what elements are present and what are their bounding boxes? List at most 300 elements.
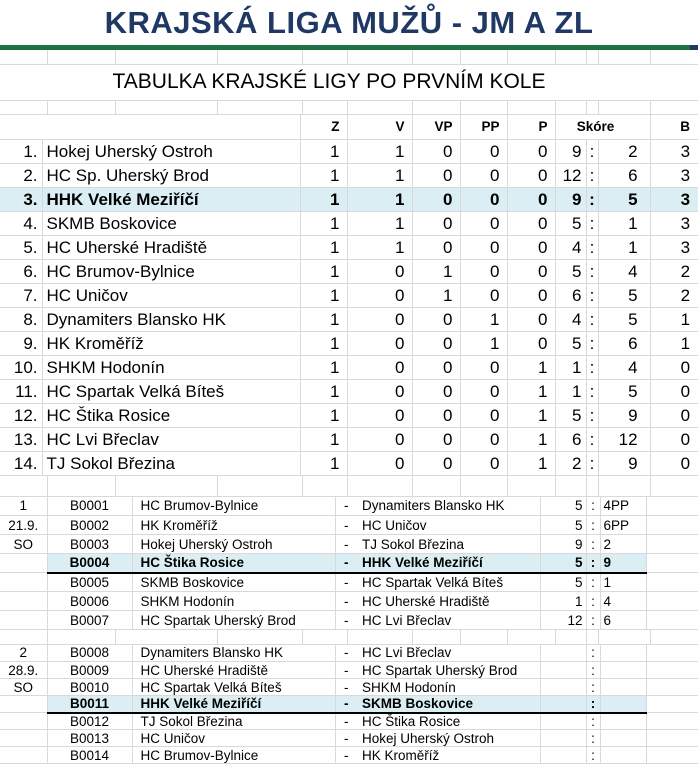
- away-team-cell: Dynamiters Blansko HK: [357, 497, 540, 516]
- team-cell: HC Uherské Hradiště: [42, 236, 300, 260]
- score-away-cell: 4PP: [600, 497, 646, 516]
- games-cell: 1: [300, 452, 347, 476]
- round-info-cell: [0, 747, 47, 764]
- wins-cell: 0: [347, 260, 412, 284]
- empty-grid-cell: [217, 100, 302, 114]
- score-colon-cell: :: [586, 535, 600, 554]
- team-cell: HC Spartak Velká Bíteš: [42, 380, 300, 404]
- wins-cell: 0: [347, 284, 412, 308]
- fixture-row: [0, 554, 698, 573]
- match-code-cell: B0010: [47, 679, 132, 696]
- score-away-cell: 4: [598, 356, 650, 380]
- ot-losses-cell: 0: [460, 404, 507, 428]
- standings-row: [0, 188, 698, 212]
- points-cell: 3: [650, 236, 698, 260]
- score-away-cell: 5: [598, 188, 650, 212]
- score-away-cell: [600, 730, 646, 747]
- standings-header-row: [0, 115, 698, 140]
- empty-grid-cell: [460, 50, 507, 64]
- fixture-row: [0, 679, 698, 696]
- empty-grid-cell: [460, 476, 507, 496]
- standings-row: [0, 140, 698, 164]
- score-away-cell: [600, 662, 646, 679]
- empty-grid-cell: [507, 100, 555, 114]
- wins-cell: 0: [347, 332, 412, 356]
- trailing-empty-cell: [646, 713, 698, 730]
- round-2-table: [0, 645, 698, 764]
- dash-separator-cell: -: [335, 747, 357, 764]
- wins-cell: 0: [347, 452, 412, 476]
- score-colon-cell: :: [586, 164, 598, 188]
- score-colon-cell: :: [586, 188, 598, 212]
- score-home-cell: 12: [555, 164, 586, 188]
- rank-cell: 10.: [0, 356, 42, 380]
- dash-separator-cell: -: [335, 730, 357, 747]
- away-team-cell: HC Spartak Uherský Brod: [357, 662, 540, 679]
- empty-grid-cell: [555, 50, 586, 64]
- score-away-cell: 6: [598, 164, 650, 188]
- trailing-empty-cell: [646, 573, 698, 592]
- losses-cell: 0: [507, 284, 555, 308]
- ot-wins-cell: 0: [412, 428, 460, 452]
- header-z: Z: [300, 115, 347, 140]
- score-colon-cell: :: [586, 730, 600, 747]
- empty-grid-cell: [302, 476, 347, 496]
- score-home-cell: [540, 679, 586, 696]
- empty-grid-cell: [0, 630, 47, 644]
- points-cell: 0: [650, 380, 698, 404]
- rank-cell: 6.: [0, 260, 42, 284]
- dash-separator-cell: -: [335, 516, 357, 535]
- empty-grid-cell: [507, 50, 555, 64]
- losses-cell: 0: [507, 236, 555, 260]
- score-away-cell: [600, 679, 646, 696]
- team-cell: HC Štika Rosice: [42, 404, 300, 428]
- grid-strip: [0, 476, 698, 497]
- games-cell: 1: [300, 140, 347, 164]
- round-info-cell: [0, 730, 47, 747]
- round-info-cell: [0, 713, 47, 730]
- ot-losses-cell: 0: [460, 188, 507, 212]
- wins-cell: 1: [347, 236, 412, 260]
- points-cell: 3: [650, 188, 698, 212]
- dash-separator-cell: -: [335, 611, 357, 630]
- away-team-cell: HC Spartak Velká Bíteš: [357, 573, 540, 592]
- empty-grid-row: [0, 50, 698, 64]
- points-cell: 0: [650, 356, 698, 380]
- score-home-cell: 6: [555, 284, 586, 308]
- empty-grid-cell: [586, 100, 598, 114]
- title-rule: [0, 45, 698, 50]
- games-cell: 1: [300, 308, 347, 332]
- games-cell: 1: [300, 332, 347, 356]
- match-code-cell: B0012: [47, 713, 132, 730]
- score-away-cell: [600, 645, 646, 662]
- score-home-cell: 1: [540, 592, 586, 611]
- header-vp: VP: [412, 115, 460, 140]
- score-colon-cell: :: [586, 308, 598, 332]
- ot-losses-cell: 1: [460, 308, 507, 332]
- standings-row: [0, 428, 698, 452]
- score-away-cell: 2: [600, 535, 646, 554]
- standings-row: [0, 452, 698, 476]
- round-2-body: [0, 645, 698, 764]
- score-home-cell: [540, 696, 586, 713]
- losses-cell: 0: [507, 260, 555, 284]
- fixture-row: [0, 662, 698, 679]
- trailing-empty-cell: [646, 516, 698, 535]
- team-cell: TJ Sokol Březina: [42, 452, 300, 476]
- score-away-cell: [600, 696, 646, 713]
- wins-cell: 0: [347, 356, 412, 380]
- ot-wins-cell: 0: [412, 164, 460, 188]
- header-b: B: [650, 115, 698, 140]
- trailing-empty-cell: [646, 679, 698, 696]
- empty-grid-cell: [586, 50, 598, 64]
- score-colon-cell: :: [586, 747, 600, 764]
- ot-wins-cell: 0: [412, 356, 460, 380]
- score-away-cell: 12: [598, 428, 650, 452]
- team-cell: HK Kroměříž: [42, 332, 300, 356]
- ot-wins-cell: 1: [412, 260, 460, 284]
- standings-body: [0, 140, 698, 476]
- standings-row: [0, 236, 698, 260]
- wins-cell: 0: [347, 428, 412, 452]
- rank-cell: 2.: [0, 164, 42, 188]
- home-team-cell: HK Kroměříž: [132, 516, 335, 535]
- empty-grid-cell: [507, 476, 555, 496]
- points-cell: 2: [650, 260, 698, 284]
- ot-wins-cell: 1: [412, 284, 460, 308]
- trailing-empty-cell: [646, 696, 698, 713]
- away-team-cell: SHKM Hodonín: [357, 679, 540, 696]
- fixture-row: [0, 696, 698, 713]
- wins-cell: 1: [347, 140, 412, 164]
- team-cell: HC Brumov-Bylnice: [42, 260, 300, 284]
- dash-separator-cell: -: [335, 592, 357, 611]
- home-team-cell: HC Brumov-Bylnice: [132, 747, 335, 764]
- empty-grid-cell: [412, 50, 460, 64]
- score-home-cell: 5: [555, 260, 586, 284]
- score-home-cell: [540, 662, 586, 679]
- match-code-cell: B0005: [47, 573, 132, 592]
- empty-grid-cell: [0, 476, 47, 496]
- empty-grid-cell: [555, 630, 586, 644]
- rank-cell: 14.: [0, 452, 42, 476]
- header-pp: PP: [460, 115, 507, 140]
- games-cell: 1: [300, 404, 347, 428]
- ot-losses-cell: 1: [460, 332, 507, 356]
- dash-separator-cell: -: [335, 535, 357, 554]
- team-cell: Hokej Uherský Ostroh: [42, 140, 300, 164]
- team-cell: HC Lvi Břeclav: [42, 428, 300, 452]
- rank-cell: 13.: [0, 428, 42, 452]
- round-info-cell: SO: [0, 679, 47, 696]
- losses-cell: 0: [507, 212, 555, 236]
- match-code-cell: B0014: [47, 747, 132, 764]
- dash-separator-cell: -: [335, 573, 357, 592]
- empty-grid-cell: [460, 630, 507, 644]
- grid-strip: [0, 630, 698, 645]
- fixture-row: [0, 535, 698, 554]
- rank-cell: 7.: [0, 284, 42, 308]
- score-colon-cell: :: [586, 356, 598, 380]
- empty-grid-cell: [555, 100, 586, 114]
- score-away-cell: 9: [600, 554, 646, 573]
- empty-grid-row: [0, 630, 698, 644]
- games-cell: 1: [300, 356, 347, 380]
- empty-grid-cell: [650, 476, 698, 496]
- ot-losses-cell: 0: [460, 236, 507, 260]
- score-home-cell: 5: [540, 573, 586, 592]
- score-home-cell: 1: [555, 380, 586, 404]
- trailing-empty-cell: [646, 535, 698, 554]
- ot-losses-cell: 0: [460, 164, 507, 188]
- ot-wins-cell: 0: [412, 188, 460, 212]
- home-team-cell: SHKM Hodonín: [132, 592, 335, 611]
- score-colon-cell: :: [586, 260, 598, 284]
- away-team-cell: HK Kroměříž: [357, 747, 540, 764]
- losses-cell: 1: [507, 428, 555, 452]
- home-team-cell: HC Štika Rosice: [132, 554, 335, 573]
- empty-grid-cell: [217, 476, 302, 496]
- trailing-empty-cell: [646, 592, 698, 611]
- round-info-cell: [0, 696, 47, 713]
- losses-cell: 0: [507, 332, 555, 356]
- score-colon-cell: :: [586, 428, 598, 452]
- points-cell: 0: [650, 428, 698, 452]
- score-colon-cell: :: [586, 497, 600, 516]
- ot-wins-cell: 0: [412, 380, 460, 404]
- away-team-cell: Hokej Uherský Ostroh: [357, 730, 540, 747]
- trailing-empty-cell: [646, 645, 698, 662]
- empty-grid-cell: [412, 476, 460, 496]
- empty-grid-cell: [412, 100, 460, 114]
- fixture-row: [0, 497, 698, 516]
- score-colon-cell: :: [586, 696, 600, 713]
- page-title: KRAJSKÁ LIGA MUŽŮ - JM A ZL: [0, 0, 698, 45]
- ot-losses-cell: 0: [460, 428, 507, 452]
- ot-wins-cell: 0: [412, 140, 460, 164]
- rank-cell: 3.: [0, 188, 42, 212]
- round-1-table: [0, 497, 698, 631]
- score-away-cell: 4: [598, 260, 650, 284]
- losses-cell: 0: [507, 308, 555, 332]
- score-away-cell: 9: [598, 452, 650, 476]
- rank-cell: 11.: [0, 380, 42, 404]
- away-team-cell: HHK Velké Meziříčí: [357, 554, 540, 573]
- score-home-cell: 4: [555, 236, 586, 260]
- empty-grid-cell: [115, 50, 217, 64]
- fixture-row: [0, 592, 698, 611]
- score-away-cell: 4: [600, 592, 646, 611]
- home-team-cell: Hokej Uherský Ostroh: [132, 535, 335, 554]
- score-home-cell: 5: [540, 516, 586, 535]
- fixture-row: [0, 730, 698, 747]
- wins-cell: 1: [347, 164, 412, 188]
- ot-losses-cell: 0: [460, 284, 507, 308]
- grid-strip: [0, 100, 698, 115]
- score-home-cell: 9: [555, 140, 586, 164]
- score-away-cell: 5: [598, 308, 650, 332]
- points-cell: 3: [650, 212, 698, 236]
- empty-grid-cell: [115, 100, 217, 114]
- empty-grid-cell: [507, 630, 555, 644]
- standings-row: [0, 308, 698, 332]
- team-cell: HC Sp. Uherský Brod: [42, 164, 300, 188]
- score-colon-cell: :: [586, 140, 598, 164]
- header-empty-cell: [0, 115, 300, 140]
- trailing-empty-cell: [646, 730, 698, 747]
- standings-table: [0, 115, 698, 477]
- trailing-empty-cell: [646, 611, 698, 630]
- header-score: Skóre: [555, 115, 650, 140]
- ot-wins-cell: 0: [412, 332, 460, 356]
- score-colon-cell: :: [586, 332, 598, 356]
- grid-strip: [0, 50, 698, 65]
- empty-grid-cell: [347, 476, 412, 496]
- ot-losses-cell: 0: [460, 356, 507, 380]
- score-colon-cell: :: [586, 573, 600, 592]
- games-cell: 1: [300, 164, 347, 188]
- fixture-row: [0, 713, 698, 730]
- round-info-cell: 21.9.: [0, 516, 47, 535]
- rank-cell: 4.: [0, 212, 42, 236]
- games-cell: 1: [300, 188, 347, 212]
- dash-separator-cell: -: [335, 696, 357, 713]
- score-away-cell: 2: [598, 140, 650, 164]
- fixture-row: [0, 516, 698, 535]
- score-colon-cell: :: [586, 212, 598, 236]
- home-team-cell: HHK Velké Meziříčí: [132, 696, 335, 713]
- games-cell: 1: [300, 428, 347, 452]
- score-home-cell: [540, 645, 586, 662]
- ot-wins-cell: 0: [412, 404, 460, 428]
- header-p: P: [507, 115, 555, 140]
- home-team-cell: HC Uherské Hradiště: [132, 662, 335, 679]
- round-info-cell: [0, 592, 47, 611]
- score-home-cell: 6: [555, 428, 586, 452]
- score-colon-cell: :: [586, 404, 598, 428]
- dash-separator-cell: -: [335, 679, 357, 696]
- score-home-cell: 9: [555, 188, 586, 212]
- ot-losses-cell: 0: [460, 212, 507, 236]
- standings-row: [0, 356, 698, 380]
- empty-grid-cell: [598, 476, 650, 496]
- page-subtitle: TABULKA KRAJSKÉ LIGY PO PRVNÍM KOLE: [0, 65, 698, 100]
- round-info-cell: 1: [0, 497, 47, 516]
- score-away-cell: 1: [598, 236, 650, 260]
- empty-grid-cell: [47, 476, 115, 496]
- empty-grid-cell: [650, 50, 698, 64]
- points-cell: 3: [650, 140, 698, 164]
- empty-grid-cell: [47, 630, 115, 644]
- games-cell: 1: [300, 380, 347, 404]
- match-code-cell: B0011: [47, 696, 132, 713]
- score-home-cell: 5: [540, 554, 586, 573]
- round-info-cell: [0, 611, 47, 630]
- away-team-cell: HC Uherské Hradiště: [357, 592, 540, 611]
- match-code-cell: B0013: [47, 730, 132, 747]
- losses-cell: 1: [507, 380, 555, 404]
- match-code-cell: B0009: [47, 662, 132, 679]
- away-team-cell: HC Lvi Břeclav: [357, 611, 540, 630]
- score-away-cell: [600, 747, 646, 764]
- empty-grid-cell: [586, 476, 598, 496]
- ot-wins-cell: 0: [412, 452, 460, 476]
- score-colon-cell: :: [586, 380, 598, 404]
- ot-wins-cell: 0: [412, 236, 460, 260]
- score-colon-cell: :: [586, 516, 600, 535]
- points-cell: 1: [650, 308, 698, 332]
- score-home-cell: [540, 730, 586, 747]
- wins-cell: 0: [347, 404, 412, 428]
- round-1-body: [0, 497, 698, 630]
- home-team-cell: SKMB Boskovice: [132, 573, 335, 592]
- losses-cell: 1: [507, 452, 555, 476]
- score-home-cell: 5: [540, 497, 586, 516]
- score-home-cell: 4: [555, 308, 586, 332]
- empty-grid-cell: [217, 630, 302, 644]
- losses-cell: 1: [507, 404, 555, 428]
- home-team-cell: HC Spartak Uherský Brod: [132, 611, 335, 630]
- empty-grid-cell: [0, 50, 47, 64]
- round-info-cell: SO: [0, 535, 47, 554]
- empty-grid-cell: [47, 100, 115, 114]
- ot-wins-cell: 0: [412, 308, 460, 332]
- empty-grid-cell: [0, 100, 47, 114]
- points-cell: 1: [650, 332, 698, 356]
- empty-grid-cell: [460, 100, 507, 114]
- fixture-row: [0, 747, 698, 764]
- empty-grid-cell: [347, 100, 412, 114]
- wins-cell: 0: [347, 380, 412, 404]
- empty-grid-cell: [650, 100, 698, 114]
- round-info-cell: 28.9.: [0, 662, 47, 679]
- round-info-cell: 2: [0, 645, 47, 662]
- score-home-cell: 1: [555, 356, 586, 380]
- score-home-cell: 5: [555, 212, 586, 236]
- trailing-empty-cell: [646, 554, 698, 573]
- round-info-cell: [0, 554, 47, 573]
- header-v: V: [347, 115, 412, 140]
- score-colon-cell: :: [586, 611, 600, 630]
- empty-grid-cell: [650, 630, 698, 644]
- dash-separator-cell: -: [335, 662, 357, 679]
- match-code-cell: B0004: [47, 554, 132, 573]
- empty-grid-cell: [217, 50, 302, 64]
- score-away-cell: [600, 713, 646, 730]
- score-away-cell: 5: [598, 380, 650, 404]
- score-colon-cell: :: [586, 554, 600, 573]
- home-team-cell: HC Brumov-Bylnice: [132, 497, 335, 516]
- match-code-cell: B0006: [47, 592, 132, 611]
- standings-row: [0, 380, 698, 404]
- wins-cell: 0: [347, 308, 412, 332]
- ot-losses-cell: 0: [460, 380, 507, 404]
- empty-grid-cell: [598, 50, 650, 64]
- empty-grid-cell: [115, 476, 217, 496]
- trailing-empty-cell: [646, 497, 698, 516]
- score-away-cell: 9: [598, 404, 650, 428]
- rank-cell: 5.: [0, 236, 42, 260]
- score-colon-cell: :: [586, 284, 598, 308]
- empty-grid-cell: [555, 476, 586, 496]
- losses-cell: 0: [507, 164, 555, 188]
- score-colon-cell: :: [586, 592, 600, 611]
- match-code-cell: B0003: [47, 535, 132, 554]
- rank-cell: 12.: [0, 404, 42, 428]
